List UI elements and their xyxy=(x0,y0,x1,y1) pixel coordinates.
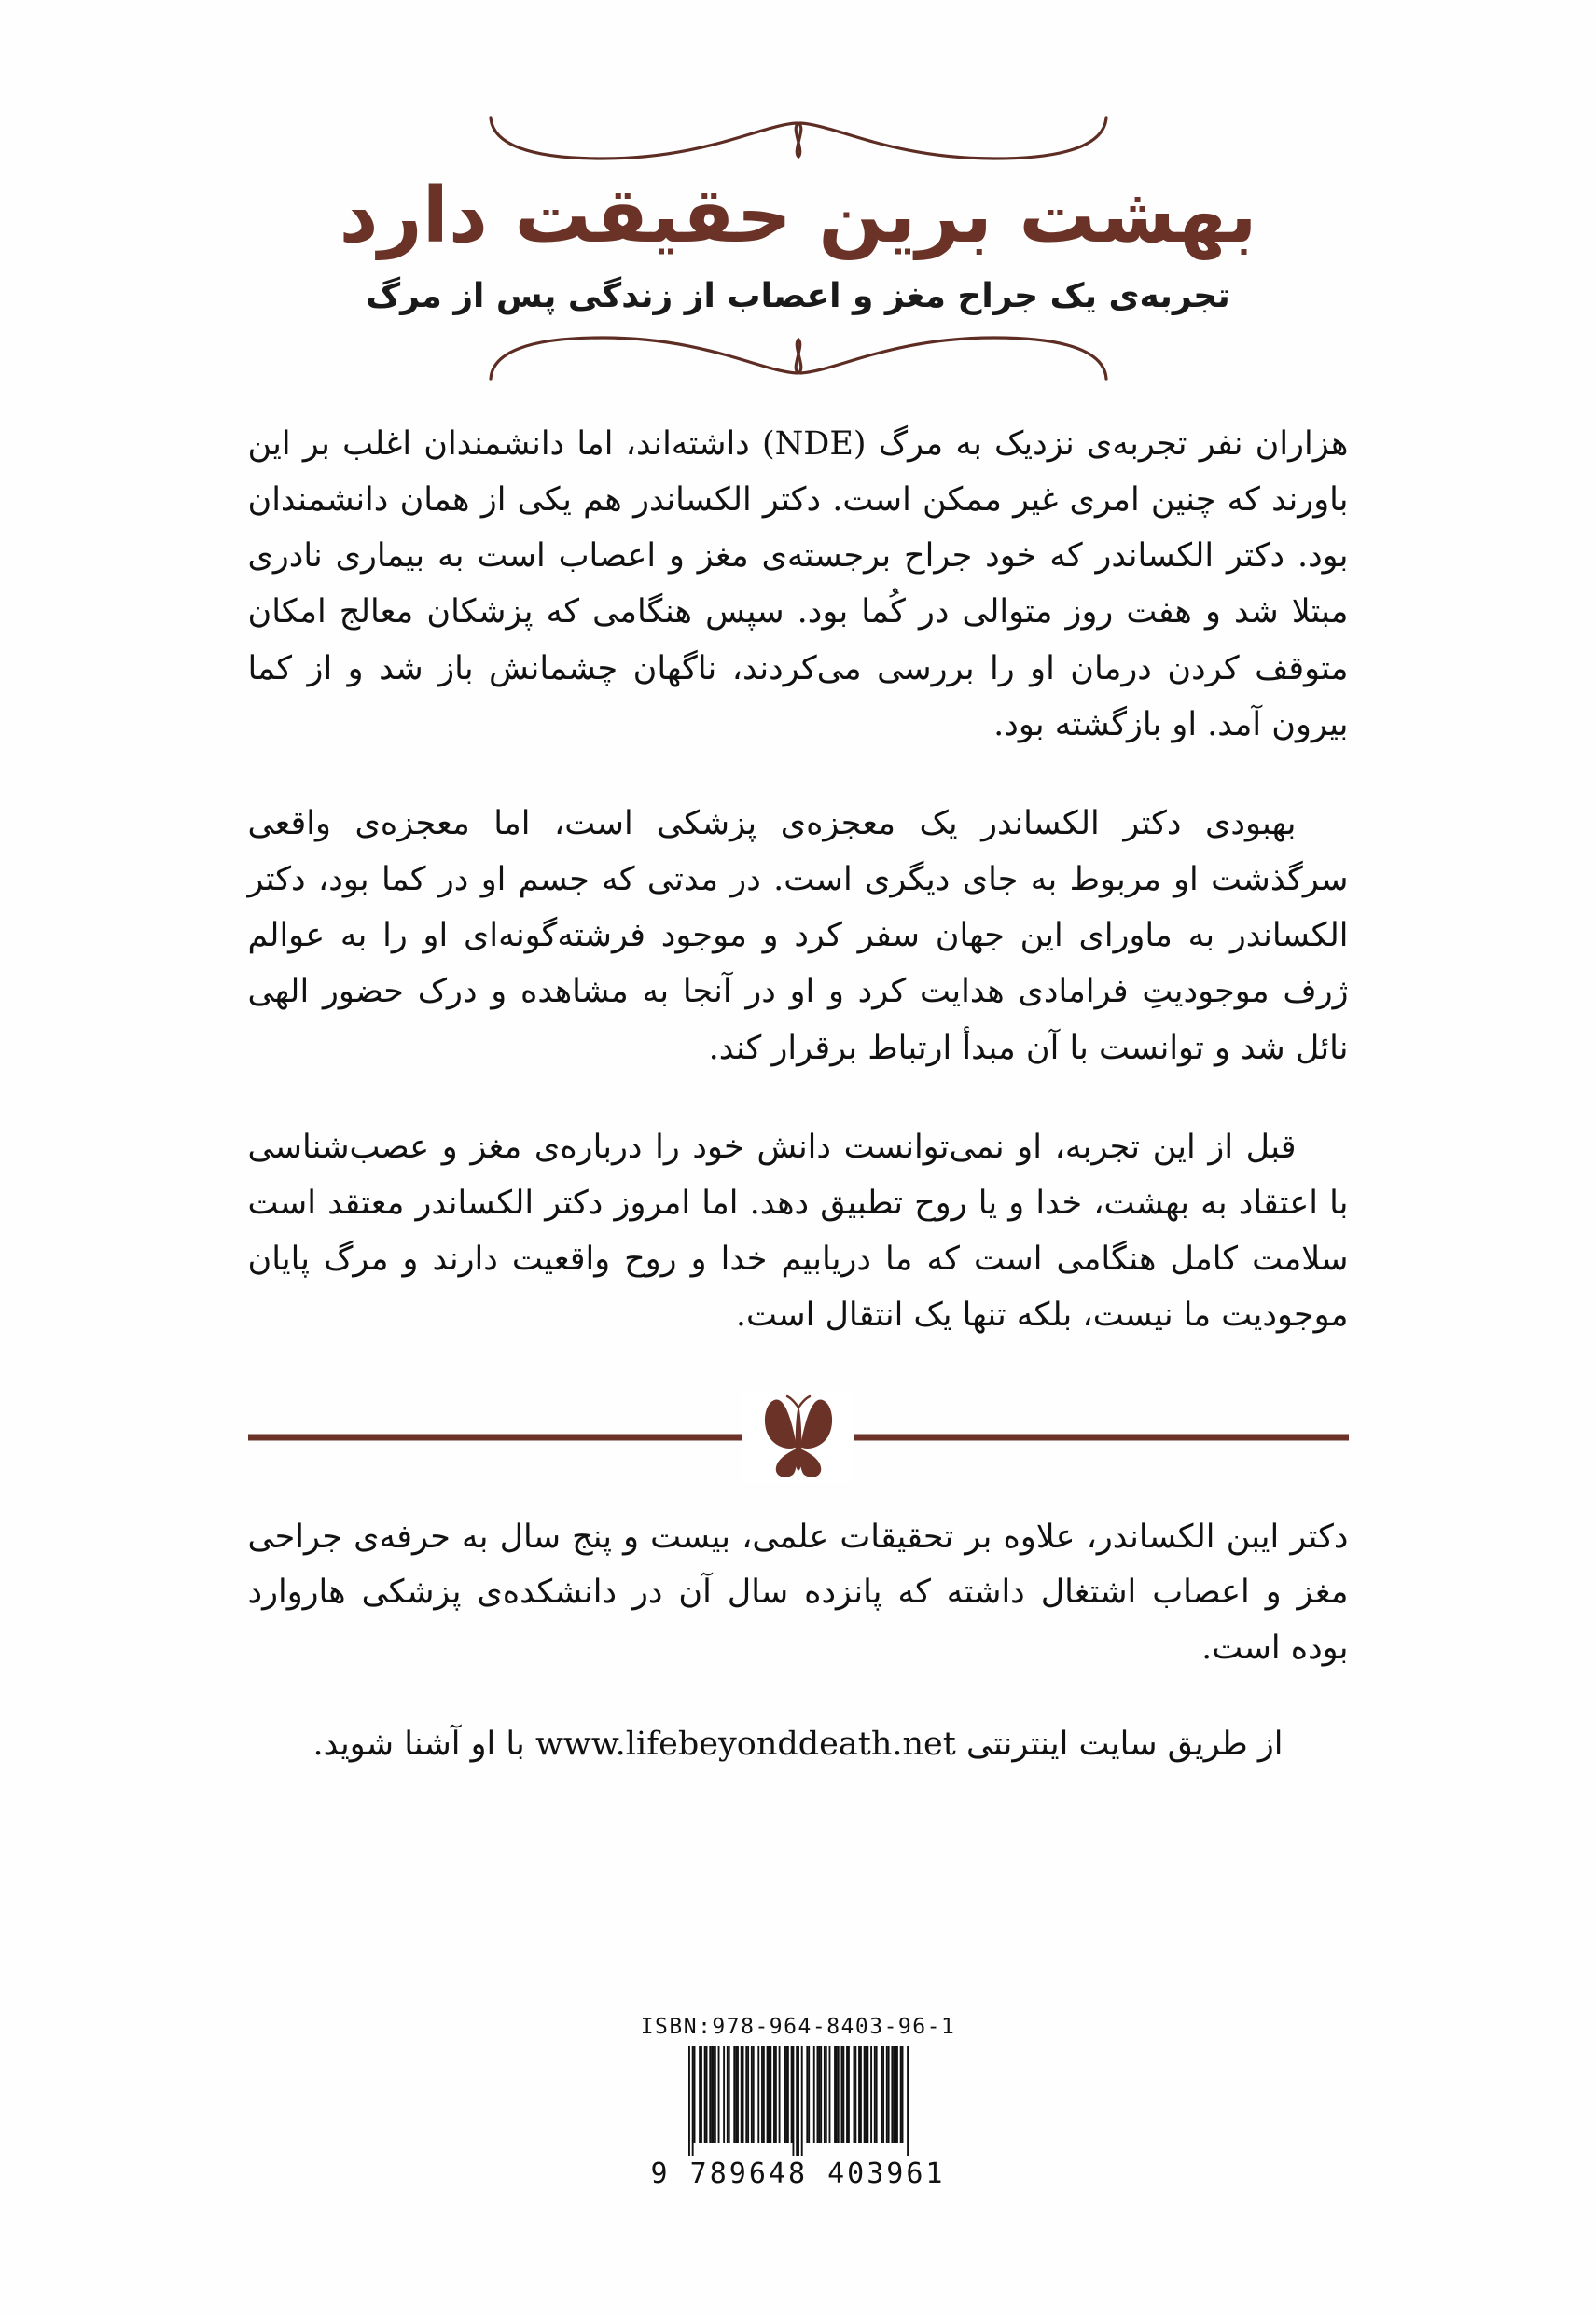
barcode-image xyxy=(688,2046,909,2156)
blurb-body xyxy=(248,416,1349,1387)
website-url-link[interactable]: www.lifebeyonddeath.net xyxy=(534,1726,956,1764)
website-prefix-text: از طریق سایت اینترنتی xyxy=(965,1726,1284,1764)
flourish-top-ornament xyxy=(472,112,1125,166)
title-block xyxy=(0,112,1596,384)
blurb-paragraph-2: بهبودی دکتر الکساندر یک معجزه‌ی پزشکی است، اما معجزه‌ی واقعی سرگذشت او مربوط به جای دیگری است. در مدتی که جسم او در کما بود، دکتر الکساندر به ماورای این جهان سفر کرد و موجود فرشته‌گونه‌ای او را به عوالم ژرف موجودیتِ فرامادی هدایت کرد و او در آنجا به مشاهده و درک حضور الهی نائل شد و توانست با آن مبدأ ارتباط برقرار کند. xyxy=(247,804,1349,1067)
page-subtitle: تجربه‌ی یک جراح مغز و اعصاب از زندگی پس از مرگ xyxy=(366,276,1230,315)
author-note-block xyxy=(248,1510,1349,1773)
section-divider xyxy=(248,1393,1349,1482)
blurb-paragraph-1: هزاران نفر تجربه‌ی نزدیک به مرگ (NDE) داشته‌اند، اما دانشمندان اغلب بر این باورند که چنین امری غیر ممکن است. دکتر الکساندر هم یکی از همان دانشمندان بود. دکتر الکساندر که خود جراح برجسته‌ی مغز و اعصاب است به بیماری نادری مبتلا شد و هفت روز متوالی در کُما بود. سپس هنگامی که پزشکان معالج امکان متوقف کردن درمان او را بررسی می‌کردند، ناگهان چشمانش باز شد و از کما بیرون آمد. او بازگشته بود. xyxy=(247,424,1349,743)
website-suffix-text: با او آشنا شوید. xyxy=(312,1726,525,1764)
barcode-digits: 9 789648 403961 xyxy=(650,2157,946,2190)
page-title: بهشت برین حقیقت دارد xyxy=(339,172,1257,260)
flourish-bottom-ornament xyxy=(472,330,1125,384)
isbn-label: ISBN:978-964-8403-96-1 xyxy=(640,2015,956,2039)
author-bio-text: دکتر ایبن الکساندر، علاوه بر تحقیقات علمی، بیست و پنج سال به حرفه‌ی جراحی مغز و اعصاب اشتغال داشته که پانزده سال آن در دانشکده‌ی پزشکی هاروارد بوده است. xyxy=(247,1518,1349,1667)
butterfly-icon xyxy=(742,1393,854,1482)
website-line xyxy=(248,1717,1349,1773)
blurb-paragraph-3: قبل از این تجربه، او نمی‌توانست دانش خود را درباره‌ی مغز و عصب‌شناسی با اعتقاد به بهشت، خدا و یا روح تطبیق دهد. اما امروز دکتر الکساندر معتقد است سلامت کامل هنگامی است که ما دریابیم خدا و روح واقعیت دارند و مرگ پایان موجودیت ما نیست، بلکه تنها یک انتقال است. xyxy=(247,1128,1349,1335)
isbn-barcode-block xyxy=(0,2015,1596,2190)
